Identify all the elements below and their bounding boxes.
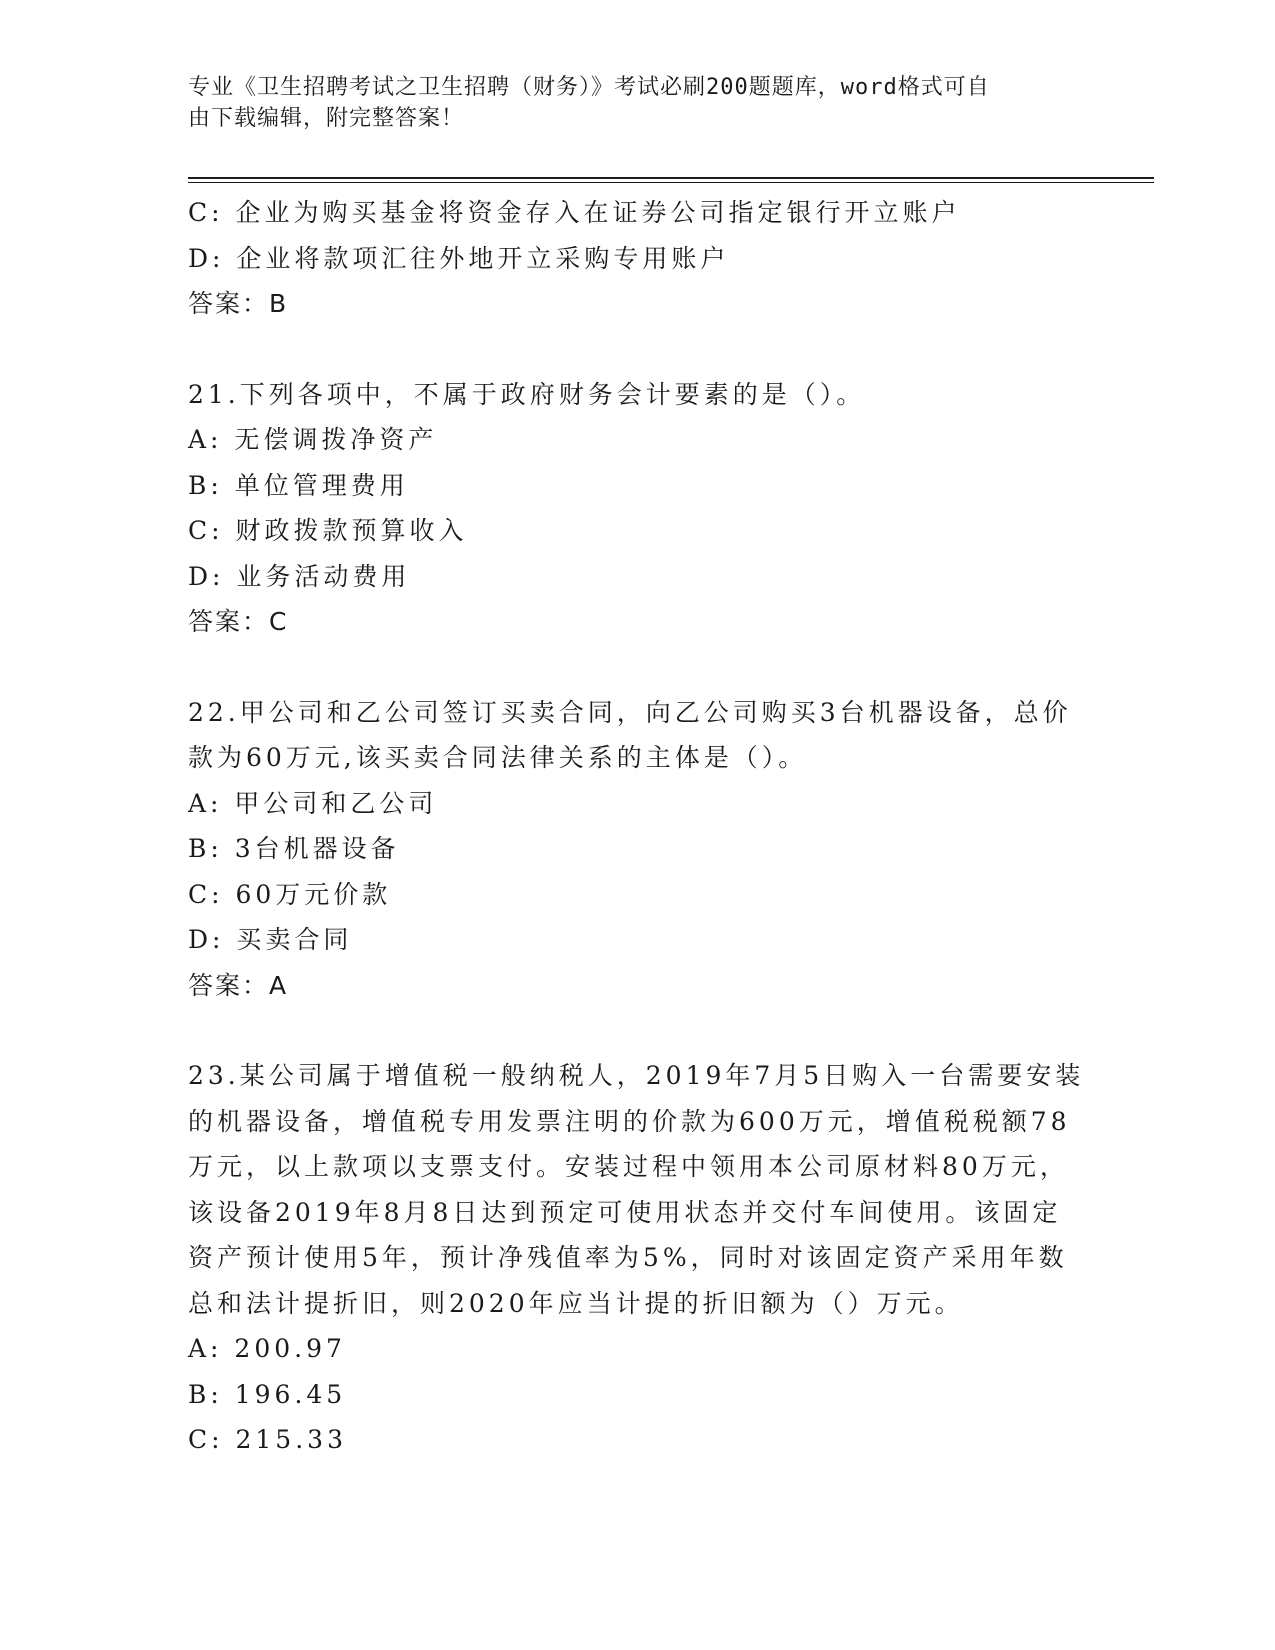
- document-body: [188, 190, 1088, 1463]
- question-text-line-3: 万元，以上款项以支票支付。安装过程中领用本公司原材料80万元，: [188, 1152, 1069, 1181]
- header-divider-thin: [188, 182, 1154, 183]
- spacer: [188, 1008, 1088, 1053]
- question-20-continued: [188, 190, 1088, 327]
- answer-line: 答案：B: [188, 289, 289, 318]
- question-text-line-1: 22.甲公司和乙公司签订买卖合同，向乙公司购买3台机器设备，总价: [188, 697, 1072, 727]
- option-d: D: 买卖合同: [188, 925, 353, 954]
- option-b: B: 3台机器设备: [188, 834, 400, 863]
- question-23: [188, 1053, 1088, 1463]
- header-line-2: 由下载编辑，附完整答案！: [188, 106, 465, 131]
- document-header: [188, 72, 1068, 134]
- option-c: C: 215.33: [188, 1425, 347, 1454]
- header-divider-thick: [188, 177, 1154, 179]
- option-d: D: 企业将款项汇往外地开立采购专用账户: [188, 243, 730, 273]
- question-text-line-6: 总和法计提折旧，则2020年应当计提的折旧额为（）万元。: [188, 1288, 964, 1318]
- question-text-line-2: 的机器设备，增值税专用发票注明的价款为600万元，增值税税额78: [188, 1106, 1071, 1136]
- option-c: C: 企业为购买基金将资金存入在证券公司指定银行开立账户: [188, 198, 961, 227]
- option-d: D: 业务活动费用: [188, 561, 411, 591]
- option-b: B: 196.45: [188, 1379, 347, 1409]
- answer-line: 答案：C: [188, 607, 289, 636]
- option-c: C: 财政拨款预算收入: [188, 516, 468, 545]
- question-text-line-1: 23.某公司属于增值税一般纳税人，2019年7月5日购入一台需要安装: [188, 1061, 1085, 1090]
- question-text-line-2: 款为60万元,该买卖合同法律关系的主体是（）。: [188, 743, 808, 772]
- header-line-1: 专业《卫生招聘考试之卫生招聘（财务）》考试必刷200题题库，word格式可自: [188, 75, 990, 100]
- option-b: B: 单位管理费用: [188, 470, 409, 500]
- option-a: A: 无偿调拨净资产: [188, 425, 438, 454]
- question-text-line-5: 资产预计使用5年，预计净残值率为5%，同时对该固定资产采用年数: [188, 1243, 1068, 1272]
- question-21: [188, 372, 1088, 645]
- question-22: [188, 690, 1088, 1009]
- spacer: [188, 327, 1088, 372]
- option-a: A: 200.97: [188, 1334, 346, 1363]
- spacer: [188, 645, 1088, 690]
- answer-line: 答案：A: [188, 970, 289, 1000]
- option-c: C: 60万元价款: [188, 879, 392, 909]
- question-text: 21.下列各项中，不属于政府财务会计要素的是（）。: [188, 379, 866, 409]
- question-text-line-4: 该设备2019年8月8日达到预定可使用状态并交付车间使用。该固定: [188, 1197, 1062, 1227]
- option-a: A: 甲公司和乙公司: [188, 788, 438, 818]
